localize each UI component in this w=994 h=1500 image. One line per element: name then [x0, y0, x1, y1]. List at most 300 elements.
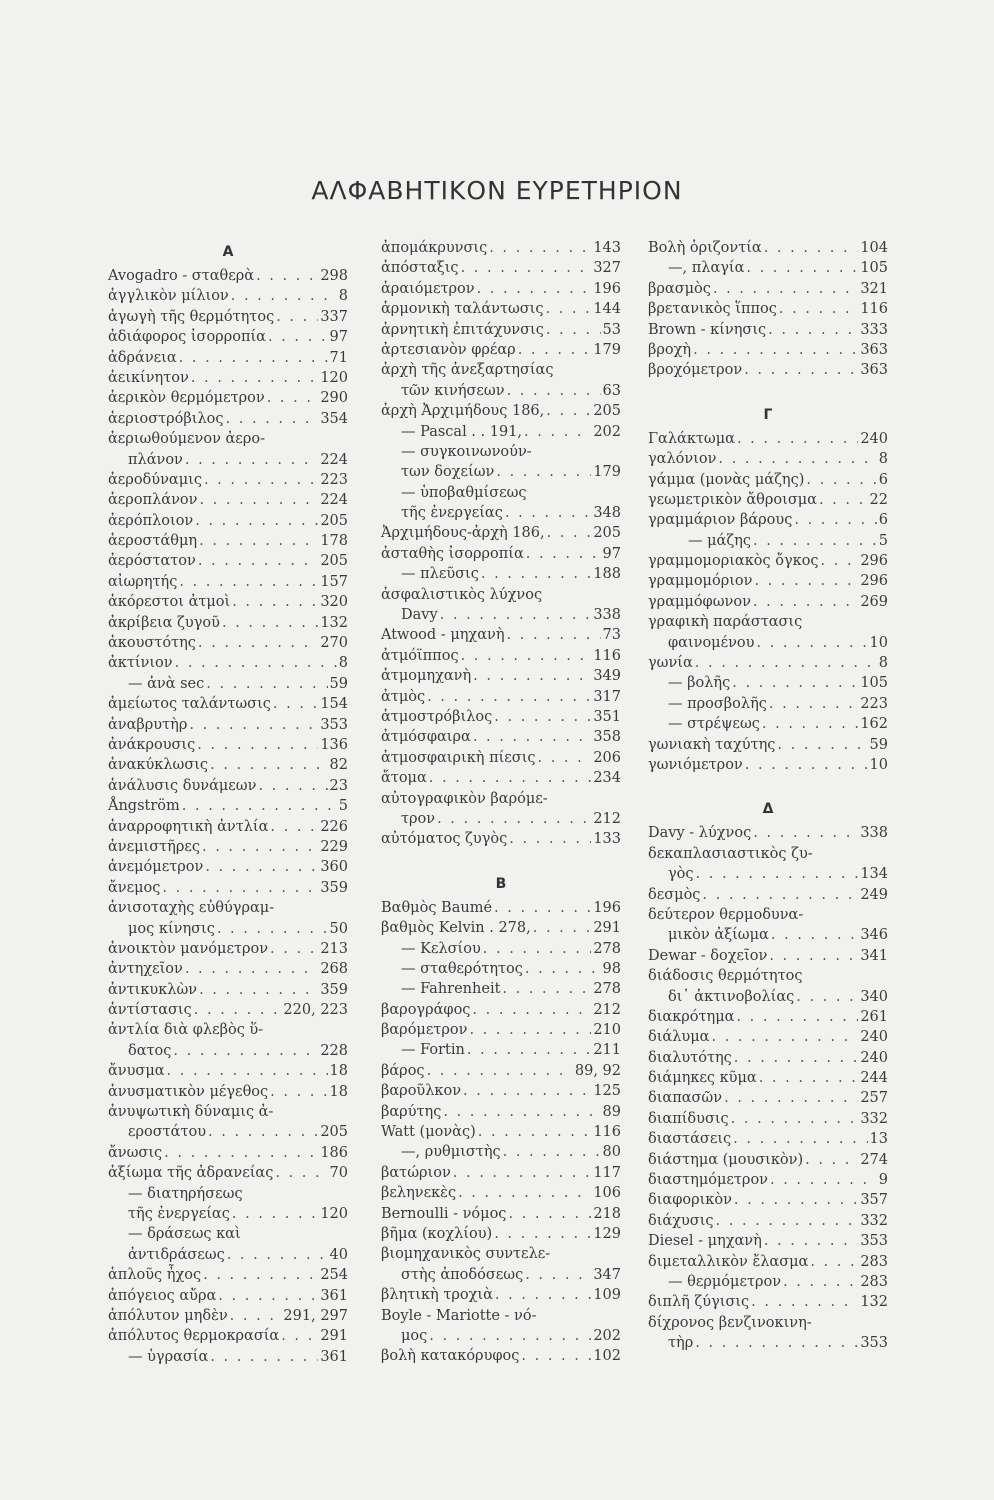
index-term: ἀπόλυτος θερμοκρασία: [108, 1328, 280, 1345]
page-title: ΑΛΦΑΒΗΤΙΚΟΝ ΕΥΡΕΤΗΡΙΟΝ: [311, 176, 683, 205]
leader-dots: [764, 238, 859, 258]
index-page-number: 283: [860, 1273, 888, 1290]
index-entry: [108, 898, 348, 918]
index-entry: [381, 979, 621, 999]
index-term: ἀκόρεστοι ἀτμοὶ: [108, 594, 231, 611]
index-term: ἀναβρυτὴρ: [108, 716, 188, 733]
index-page-number: 346: [860, 927, 888, 944]
index-term: — διατηρήσεως: [128, 1185, 243, 1202]
index-term: γραμμομοριακὸς ὄγκος: [648, 553, 819, 570]
index-entry: [648, 449, 888, 469]
index-entry: [381, 918, 621, 938]
leader-dots: [702, 885, 858, 905]
leader-dots: [210, 1347, 318, 1367]
leader-dots: [182, 796, 337, 816]
index-entry: [648, 510, 888, 530]
index-entry: [108, 490, 348, 510]
index-term: αὐτόματος ζυγὸς: [381, 831, 508, 848]
index-entry: [381, 564, 621, 584]
index-term: γραμμόφωνον: [648, 593, 751, 610]
index-page-number: 283: [860, 1253, 888, 1270]
index-term: ἀκουστότης: [108, 635, 196, 652]
index-page-number: 341: [860, 947, 888, 964]
index-entry: [108, 1204, 348, 1224]
index-page-number: 8: [338, 288, 348, 305]
index-term: ἀεροπλάνον: [108, 492, 198, 509]
index-term: ἀντικυκλὼν: [108, 981, 198, 998]
leader-dots: [724, 1088, 858, 1108]
leader-dots: [533, 918, 592, 938]
index-entry: [648, 551, 888, 571]
index-entry: [108, 878, 348, 898]
index-term: μικὸν ἀξίωμα: [668, 927, 769, 944]
index-entry: [108, 470, 348, 490]
leader-dots: [769, 946, 858, 966]
index-page-number: 353: [860, 1335, 888, 1352]
index-page-number: 6: [878, 512, 888, 529]
leader-dots: [546, 401, 591, 421]
index-entry: [381, 585, 621, 605]
index-entry: [108, 572, 348, 592]
index-term: ἀσταθὴς ἰσορροπία: [381, 545, 524, 562]
index-term: διάδοσις θερμότητος: [648, 968, 803, 985]
index-page-number: 278: [593, 981, 621, 998]
index-entry: [648, 1272, 888, 1292]
leader-dots: [204, 470, 318, 490]
index-page-number: 291, 297: [283, 1307, 348, 1324]
index-term: Davy: [401, 607, 438, 624]
leader-dots: [473, 727, 592, 747]
leader-dots: [777, 735, 867, 755]
index-page-number: 240: [860, 1029, 888, 1046]
index-term: εροστάτου: [128, 1124, 207, 1141]
index-entry: [381, 422, 621, 442]
index-page-number: 196: [593, 280, 621, 297]
index-term: διάστημα (μουσικὸν): [648, 1151, 804, 1168]
index-page-number: 178: [320, 533, 348, 550]
index-page-number: 9: [878, 1172, 888, 1189]
index-column-3: [648, 238, 888, 1354]
index-term: ἀερόπλοιον: [108, 512, 194, 529]
index-page-number: 120: [320, 369, 348, 386]
index-entry: [108, 755, 348, 775]
leader-dots: [753, 592, 858, 612]
index-page-number: 270: [320, 635, 348, 652]
index-term: Avogadro - σταθερὰ: [108, 268, 255, 284]
index-page-number: 202: [593, 1327, 621, 1344]
index-entry: [108, 1347, 348, 1367]
index-page-number: 211: [593, 1042, 621, 1059]
index-entry: [108, 307, 348, 327]
index-entry: [381, 1000, 621, 1020]
index-page-number: 188: [593, 566, 621, 583]
leader-dots: [202, 837, 318, 857]
leader-dots: [508, 1204, 591, 1224]
index-page-number: 361: [320, 1287, 348, 1304]
index-entry: [381, 829, 621, 849]
leader-dots: [494, 1224, 591, 1244]
leader-dots: [208, 1122, 318, 1142]
leader-dots: [753, 531, 877, 551]
leader-dots: [821, 551, 859, 571]
index-page-number: 144: [593, 301, 621, 318]
leader-dots: [744, 360, 858, 380]
index-page-number: 347: [593, 1266, 621, 1283]
index-entry: [108, 837, 348, 857]
leader-dots: [437, 809, 591, 829]
leader-dots: [711, 1027, 858, 1047]
index-page-number: 89: [602, 1103, 621, 1120]
leader-dots: [273, 694, 318, 714]
index-entry: [381, 789, 621, 809]
index-entry: [381, 748, 621, 768]
index-term: στὴς ἀποδόσεως: [401, 1266, 524, 1283]
index-term: βροχόμετρον: [648, 362, 743, 379]
leader-dots: [210, 755, 327, 775]
leader-dots: [256, 266, 318, 286]
index-term: τῶν κινήσεων: [401, 382, 505, 399]
index-term: ἀερικὸν θερμόμετρον: [108, 390, 265, 407]
index-entry: [381, 1142, 621, 1162]
leader-dots: [185, 959, 318, 979]
section-letter-heading: Γ: [763, 406, 773, 423]
index-term: ἀνισοταχὴς εὐθύγραμ-: [108, 900, 275, 917]
index-page-number: 320: [320, 594, 348, 611]
leader-dots: [461, 258, 592, 278]
index-term: δεκαπλασιαστικὸς ζυ-: [648, 845, 813, 862]
index-entry: [381, 768, 621, 788]
index-term: διαστάσεις: [648, 1131, 732, 1148]
index-entry: [648, 844, 888, 864]
index-entry: [648, 279, 888, 299]
index-term: ἄνεμος: [108, 879, 161, 896]
index-entry: [381, 442, 621, 462]
index-term: ἀντηχεῖον: [108, 961, 183, 978]
index-term: δεύτερον θερμοδυνα-: [648, 906, 804, 923]
index-entry: [108, 511, 348, 531]
index-page-number: 349: [593, 668, 621, 685]
leader-dots: [751, 1292, 858, 1312]
index-entry: [108, 531, 348, 551]
index-term: ἁπλοῦς ἦχος: [108, 1267, 202, 1284]
leader-dots: [731, 1109, 859, 1129]
index-page-number: 143: [593, 240, 621, 256]
leader-dots: [745, 755, 868, 775]
index-entry: [648, 299, 888, 319]
index-page-number: 240: [860, 430, 888, 447]
leader-dots: [231, 286, 337, 306]
index-entry: [108, 1286, 348, 1306]
index-entry: [648, 340, 888, 360]
index-term: τῆς ἐνεργείας: [401, 505, 503, 522]
index-page-number: 97: [329, 329, 348, 346]
index-entry: [648, 1027, 888, 1047]
index-page-number: 8: [878, 655, 888, 672]
leader-dots: [281, 1326, 318, 1346]
index-term: Davy - λύχνος: [648, 825, 752, 842]
index-entry: [381, 646, 621, 666]
index-page-number: 269: [860, 593, 888, 610]
index-entry: [381, 687, 621, 707]
leader-dots: [693, 340, 858, 360]
index-page-number: 8: [338, 655, 348, 672]
index-term: ἀντλία διὰ φλεβὸς ὕ-: [108, 1022, 264, 1039]
index-term: πλάνον: [128, 451, 183, 468]
leader-dots: [734, 1048, 859, 1068]
leader-dots: [494, 707, 591, 727]
index-term: ἀντιδράσεως: [128, 1246, 225, 1263]
index-term: διαλυτότης: [648, 1049, 732, 1066]
index-term: βεληνεκὲς: [381, 1185, 457, 1202]
leader-dots: [427, 687, 591, 707]
section-gap: [648, 775, 888, 795]
index-page-number: 5: [878, 532, 888, 549]
index-entry: [108, 327, 348, 347]
index-entry: [381, 707, 621, 727]
index-entry: [381, 959, 621, 979]
leader-dots: [179, 348, 328, 368]
leader-dots: [227, 1245, 328, 1265]
index-page-number: 274: [860, 1151, 888, 1168]
leader-dots: [440, 605, 592, 625]
index-page-number: 206: [593, 749, 621, 766]
index-page-number: 73: [602, 627, 621, 644]
index-entry: [108, 776, 348, 796]
index-page-number: 104: [860, 240, 888, 256]
leader-dots: [771, 925, 858, 945]
index-entry: [108, 1306, 348, 1326]
index-term: γραφικὴ παράστασις: [648, 614, 803, 631]
index-page-number: 132: [320, 614, 348, 631]
index-term: ἀερόστατον: [108, 553, 196, 570]
index-page-number: 223: [860, 695, 888, 712]
index-entry: [108, 348, 348, 368]
index-entry: [108, 674, 348, 694]
index-page-number: 133: [593, 831, 621, 848]
leader-dots: [222, 613, 318, 633]
index-entry: [648, 673, 888, 693]
index-term: αὐτογραφικὸν βαρόμε-: [381, 790, 548, 807]
index-page-number: 157: [320, 573, 348, 590]
index-page-number: 22: [869, 491, 888, 508]
index-page-number: 117: [593, 1164, 621, 1181]
index-term: Ἀρχιμήδους-ἀρχὴ 186,: [381, 525, 545, 542]
index-page-number: 179: [593, 464, 621, 481]
index-term: ἀνοικτὸν μανόμετρον: [108, 940, 269, 957]
index-page-number: 205: [320, 512, 348, 529]
leader-dots: [525, 1265, 591, 1285]
leader-dots: [546, 299, 592, 319]
index-page-number: 291: [593, 920, 621, 937]
index-term: γαλόνιον: [648, 451, 717, 468]
index-term: — σταθερότητος: [401, 960, 523, 977]
index-term: γωνιόμετρον: [648, 756, 743, 773]
index-page-number: 186: [320, 1144, 348, 1161]
leader-dots: [197, 735, 318, 755]
index-page-number: 224: [320, 492, 348, 509]
index-entry: [381, 1224, 621, 1244]
index-page-number: 116: [593, 1124, 621, 1141]
index-entry: [381, 523, 621, 543]
index-entry: [381, 1346, 621, 1366]
index-term: — βολῆς: [668, 675, 731, 692]
index-entry: [648, 905, 888, 925]
index-entry: [381, 1183, 621, 1203]
index-entry: [648, 694, 888, 714]
index-entry: [648, 531, 888, 551]
index-entry: [108, 959, 348, 979]
index-term: Diesel - μηχανὴ: [648, 1233, 762, 1250]
index-term: ἀξίωμα τῆς ἀδρανείας: [108, 1165, 274, 1182]
index-term: Atwood - μηχανὴ: [381, 627, 505, 644]
index-entry: [381, 381, 621, 401]
leader-dots: [199, 531, 318, 551]
index-column-2: [381, 238, 621, 1367]
index-entry: [381, 1306, 621, 1326]
index-page-number: 291: [320, 1328, 348, 1345]
index-page-number: 244: [860, 1070, 888, 1087]
index-page-number: 298: [320, 268, 348, 284]
leader-dots: [713, 279, 858, 299]
index-page-number: 218: [593, 1205, 621, 1222]
index-page-number: 80: [602, 1144, 621, 1161]
leader-dots: [733, 1129, 867, 1149]
index-term: διάχυσις: [648, 1212, 714, 1229]
index-page-number: 50: [329, 920, 348, 937]
index-term: ἀγωγὴ τῆς θερμότητος: [108, 308, 275, 325]
leader-dots: [732, 673, 858, 693]
index-page-number: 89, 92: [574, 1062, 621, 1079]
index-entry: [381, 1061, 621, 1081]
index-entry: [648, 823, 888, 843]
leader-dots: [753, 823, 858, 843]
index-term: — πλεῦσις: [401, 566, 479, 583]
index-page-number: 327: [593, 260, 621, 277]
index-entry: [108, 694, 348, 714]
index-entry: [381, 1163, 621, 1183]
index-term: ἀνάκρουσις: [108, 736, 196, 753]
index-entry: [648, 360, 888, 380]
index-entry: [648, 1068, 888, 1088]
leader-dots: [547, 523, 592, 543]
leader-dots: [483, 939, 592, 959]
index-term: — Pascal . . 191,: [401, 423, 523, 440]
index-entry: [648, 1150, 888, 1170]
leader-dots: [477, 279, 592, 299]
leader-dots: [481, 564, 591, 584]
index-term: ἀμείωτος ταλάντωσις: [108, 696, 271, 713]
index-entry: [108, 613, 348, 633]
index-entry: [381, 605, 621, 625]
index-page-number: 10: [869, 756, 888, 773]
index-term: διαστημόμετρον: [648, 1172, 768, 1189]
index-page-number: 5: [338, 798, 348, 815]
index-term: ἀεικίνητον: [108, 369, 189, 386]
leader-dots: [203, 1265, 318, 1285]
index-page-number: 257: [860, 1090, 888, 1107]
index-entry: [648, 966, 888, 986]
leader-dots: [429, 768, 592, 788]
index-entry: [108, 653, 348, 673]
leader-dots: [525, 959, 601, 979]
index-term: ἀτμὸς: [381, 688, 426, 705]
leader-dots: [429, 1326, 591, 1346]
leader-dots: [805, 1150, 858, 1170]
index-entry: [108, 1265, 348, 1285]
index-term: ἀκρίβεια ζυγοῦ: [108, 614, 220, 631]
index-page-number: 348: [593, 505, 621, 522]
index-entry: [108, 1143, 348, 1163]
leader-dots: [463, 1081, 591, 1101]
index-entry: [381, 279, 621, 299]
index-term: ἀεριωθούμενον ἀερο-: [108, 431, 265, 448]
index-term: Boyle - Mariotte - νό-: [381, 1307, 537, 1324]
index-entry: [381, 360, 621, 380]
index-page-number: 254: [320, 1267, 348, 1284]
index-term: ἀεροστάθμη: [108, 533, 198, 550]
index-page-number: 361: [320, 1348, 348, 1365]
leader-dots: [226, 409, 319, 429]
leader-dots: [736, 1007, 858, 1027]
index-page-number: 321: [860, 280, 888, 297]
index-entry: [381, 1326, 621, 1346]
index-page-number: 82: [329, 757, 348, 774]
index-term: βατώριον: [381, 1164, 451, 1181]
index-term: ἀντίστασις: [108, 1002, 192, 1019]
index-page-number: 359: [320, 981, 348, 998]
index-page-number: 332: [860, 1110, 888, 1127]
leader-dots: [507, 625, 601, 645]
index-page-number: 337: [320, 308, 348, 325]
index-page-number: 223: [320, 471, 348, 488]
leader-dots: [518, 340, 592, 360]
index-page-number: 53: [602, 321, 621, 338]
leader-dots: [164, 1143, 318, 1163]
index-term: Brown - κίνησις: [648, 321, 767, 338]
leader-dots: [268, 327, 328, 347]
leader-dots: [473, 666, 591, 686]
index-term: γραμμομόριον: [648, 573, 753, 590]
index-entry: [108, 592, 348, 612]
index-term: βροχὴ: [648, 341, 692, 358]
leader-dots: [819, 490, 868, 510]
leader-dots: [526, 544, 601, 564]
leader-dots: [232, 1204, 318, 1224]
index-entry: [648, 1190, 888, 1210]
index-entry: [648, 755, 888, 775]
index-term: γάμμα (μονὰς μάζης): [648, 471, 805, 488]
index-term: — ὑποβαθμίσεως: [401, 484, 527, 501]
leader-dots: [232, 592, 318, 612]
index-entry: [648, 885, 888, 905]
index-term: ἀδιάφορος ἰσορροπία: [108, 329, 266, 346]
index-page-number: 23: [329, 777, 348, 794]
index-page-number: 228: [320, 1042, 348, 1059]
index-entry: [108, 1245, 348, 1265]
index-page-number: 354: [320, 410, 348, 427]
index-term: ἀκτίνιον: [108, 655, 173, 672]
index-term: ἀναρροφητικὴ ἀντλία: [108, 818, 269, 835]
index-entry: [108, 266, 348, 286]
index-page-number: 224: [320, 451, 348, 468]
index-page-number: 226: [320, 818, 348, 835]
index-page-number: 249: [860, 886, 888, 903]
index-page-number: 212: [593, 1001, 621, 1018]
index-term: ἀνεμόμετρον: [108, 859, 204, 876]
leader-dots: [770, 1170, 877, 1190]
index-term: διαπασῶν: [648, 1090, 723, 1107]
index-page-number: 351: [593, 708, 621, 725]
